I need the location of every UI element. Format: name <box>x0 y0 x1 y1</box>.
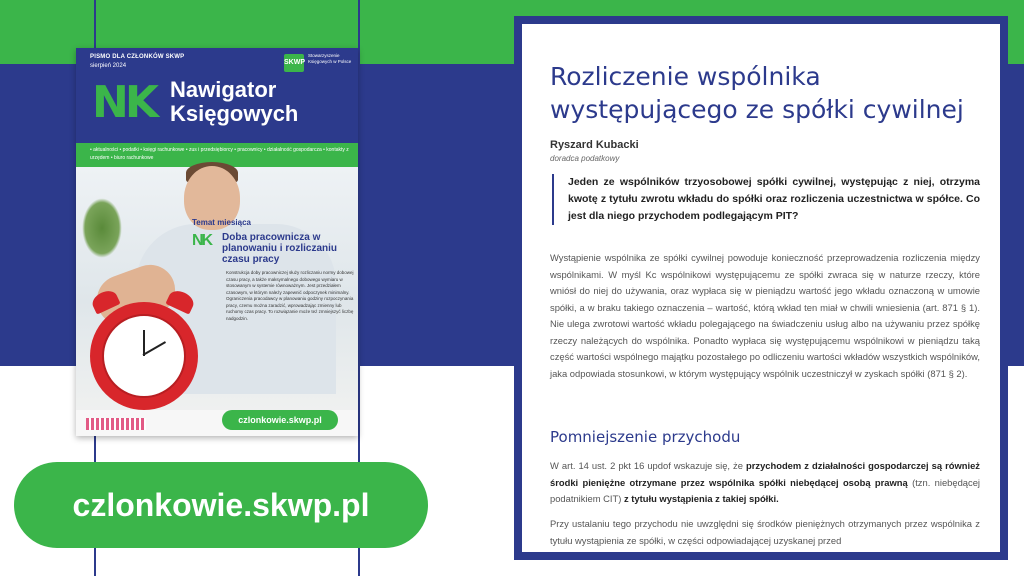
pink-chart-image <box>86 418 146 430</box>
skwp-logo: SKWP <box>284 54 304 72</box>
paragraph-text: (tzn. niebędącej podatnikiem CIT) <box>550 476 980 504</box>
cover-title-line: Księgowych <box>170 101 299 126</box>
magazine-cover[interactable] <box>76 48 358 436</box>
website-url-button[interactable]: czlonkowie.skwp.pl <box>14 462 428 548</box>
paragraph-text: W art. 14 ust. 2 pkt 16 updof wskazuje się, że <box>550 460 746 471</box>
article-author: Ryszard Kubacki <box>550 139 639 151</box>
cover-subtitle: PISMO DLA CZŁONKÓW SKWP <box>90 54 185 60</box>
skwp-name: Stowarzyszenie Księgowych w Polsce <box>308 53 352 64</box>
cover-tags: • aktualności • podatki • księgi rachunkowe • zus i przedsiębiorcy • pracownicy • działalność gospodarcza • kontakty z urzędem • biuro rachunkowe <box>90 147 349 161</box>
article-paragraph: Przy ustalaniu tego przychodu nie uwzględni się środków pieniężnych otrzymanych przez wspólnika z tytułu wystąpienia ze spółki, w części odpowiadającej uzyskanej przed <box>550 518 980 546</box>
cover-url-pill[interactable]: czlonkowie.skwp.pl <box>222 410 338 430</box>
cover-title <box>170 78 298 126</box>
article-lead: Jeden ze wspólników trzyosobowej spółki cywilnej, występując z niej, otrzyma kwotę z tytułu zwrotu wkładu do spółki oraz rozliczenia uczestnictwa w spółce. Co jest dla niego przychodem podlegającym PIT? <box>552 174 980 225</box>
cover-topic-label: Temat miesiąca <box>192 218 251 227</box>
clock-face-image <box>102 314 186 398</box>
cover-article-title: Doba pracownicza w planowaniu i rozliczaniu czasu pracy <box>222 232 338 265</box>
section-heading: Pomniejszenie przychodu <box>550 428 741 446</box>
nk-logo: NK <box>92 77 155 128</box>
article-page <box>522 24 1000 552</box>
paragraph-bold-text: z tytułu wystąpienia z takiej spółki. <box>623 493 779 504</box>
nk-small-logo: NK <box>192 232 212 249</box>
article-paragraph: Wystąpienie wspólnika ze spółki cywilnej powoduje konieczność przeprowadzenia rozliczenia między wspólnikami. W myśl Kc wspólnikowi występującemu ze spółki zwraca się w naturze rzeczy, które wniósł do niej do używania, oraz wypłaca się w pieniądzu wartość jego wkładu oznaczoną w umowie spółki, a w braku takiego oznaczenia – wartość, którą wkład ten miał w chwili wniesienia (art. 871 § 1). Nie ulega zwrotowi wartość wkładu polegającego na świadczeniu usług albo na używaniu przez spółkę rzeczy należących do wspólnika. Ponadto wypłaca się występującemu wspólnikowi w pieniądzu taką część wartości wspólnego majątku pozostałego po odliczeniu wartości wkładów wszystkich wspólników, jaka odpowiada stosunkowi, w którym występujący wspólnik uczestniczył w zyskach spółki (871 § 2). <box>550 252 980 379</box>
paragraph-bold-text: przychodem z działalności gospodarczej są również środki pieniężne otrzymane przez wspólnika spółki niebędącej osobą prawną <box>550 460 980 488</box>
article-title: Rozliczenie wspólnika występującego ze spółki cywilnej <box>550 62 964 124</box>
cover-issue-date: sierpień 2024 <box>90 63 127 69</box>
author-role: doradca podatkowy <box>550 154 620 163</box>
article-paragraph <box>550 458 980 508</box>
cover-title-line: Nawigator <box>170 77 277 102</box>
plant-image <box>82 198 122 258</box>
cover-article-text: Konstrukcja doby pracowniczej służy rozliczaniu normy dobowej czasu pracy, a także maksymalnego dobowego wymiaru w stosowanym w systemie równoważnym. Jest przedziałem czasowym, w którym należy zapewnić odpoczynek minimalny. Ograniczenia pracodawcy w planowaniu godziny rozpoczynania pracy, czemu można zaradzić, wprowadzając zmienny lub ruchomy czas pracy. To rozwiązanie może też zmniejszyć liczbę nadgodzin. <box>226 270 354 321</box>
